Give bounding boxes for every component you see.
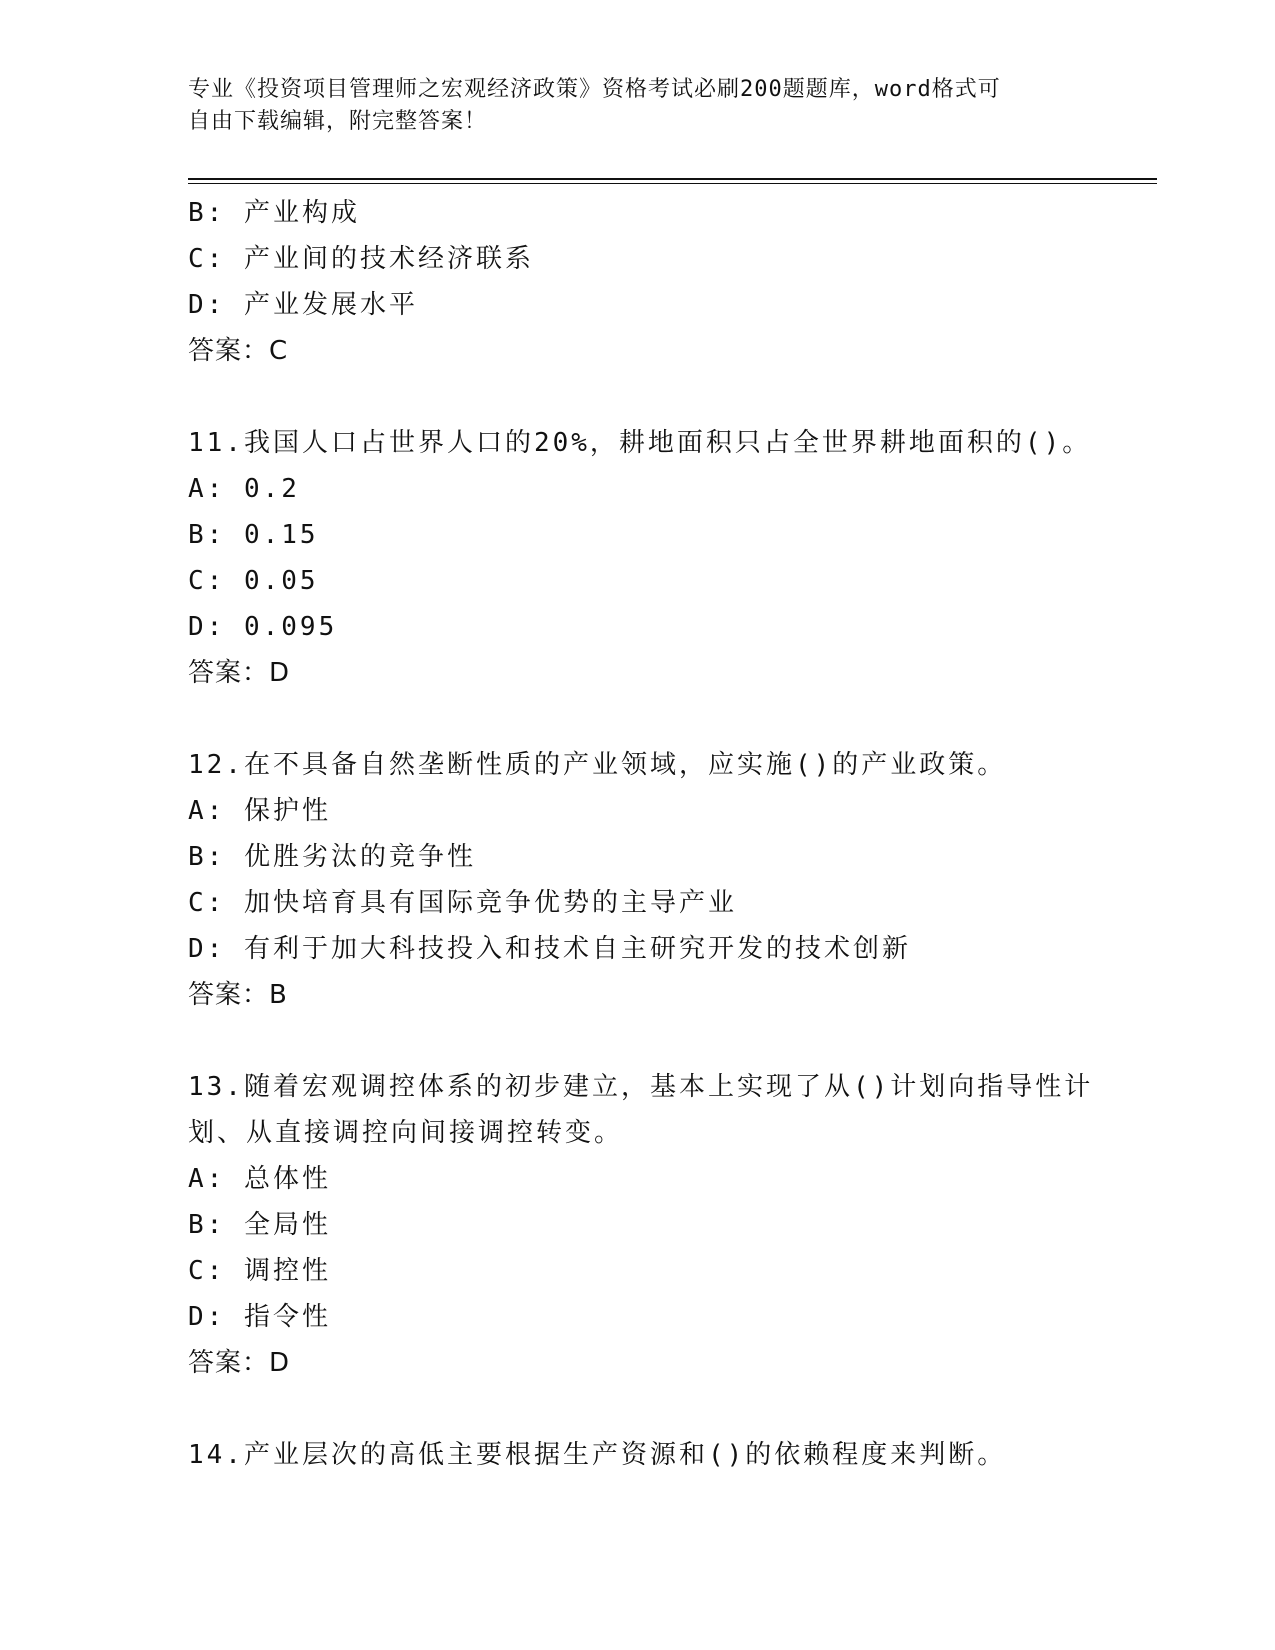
option-c: C: 0.05 <box>188 566 319 596</box>
question-text: 14.产业层次的高低主要根据生产资源和()的依赖程度来判断。 <box>188 1440 1007 1470</box>
question-text: 11.我国人口占世界人口的20%，耕地面积只占全世界耕地面积的()。 <box>188 428 1092 458</box>
option-a: A: 保护性 <box>188 796 331 826</box>
question-13 <box>188 1064 1094 1386</box>
header-rule-thin <box>188 183 1157 184</box>
header-line-1: 专业《投资项目管理师之宏观经济政策》资格考试必刷200题题库，word格式可 <box>188 77 1001 102</box>
option-c: C: 加快培育具有国际竞争优势的主导产业 <box>188 888 737 918</box>
document-header <box>188 74 1068 138</box>
option-d: D: 0.095 <box>188 612 338 642</box>
option-c: C: 调控性 <box>188 1256 331 1286</box>
header-rule-thick <box>188 178 1157 180</box>
answer-line: 答案：D <box>188 1348 291 1378</box>
question-10-continued <box>188 190 1088 374</box>
question-11 <box>188 420 1092 696</box>
option-b: B: 0.15 <box>188 520 319 550</box>
option-d: D: 产业发展水平 <box>188 290 418 320</box>
question-14 <box>188 1432 1088 1478</box>
option-d: D: 有利于加大科技投入和技术自主研究开发的技术创新 <box>188 934 911 964</box>
option-a: A: 0.2 <box>188 474 300 504</box>
option-b: B: 产业构成 <box>188 198 360 228</box>
question-text: 12.在不具备自然垄断性质的产业领域，应实施()的产业政策。 <box>188 750 1007 780</box>
header-line-2: 自由下载编辑，附完整答案！ <box>188 109 488 134</box>
question-text-line-2: 划、从直接调控向间接调控转变。 <box>188 1118 624 1148</box>
answer-line: 答案：D <box>188 658 291 688</box>
option-c: C: 产业间的技术经济联系 <box>188 244 534 274</box>
option-b: B: 全局性 <box>188 1210 331 1240</box>
question-12 <box>188 742 1088 1018</box>
option-a: A: 总体性 <box>188 1164 331 1194</box>
answer-line: 答案：B <box>188 980 288 1010</box>
question-body <box>188 190 1094 1478</box>
answer-line: 答案：C <box>188 336 289 366</box>
option-b: B: 优胜劣汰的竞争性 <box>188 842 476 872</box>
question-text-line-1: 13.随着宏观调控体系的初步建立，基本上实现了从()计划向指导性计 <box>188 1072 1094 1102</box>
option-d: D: 指令性 <box>188 1302 331 1332</box>
